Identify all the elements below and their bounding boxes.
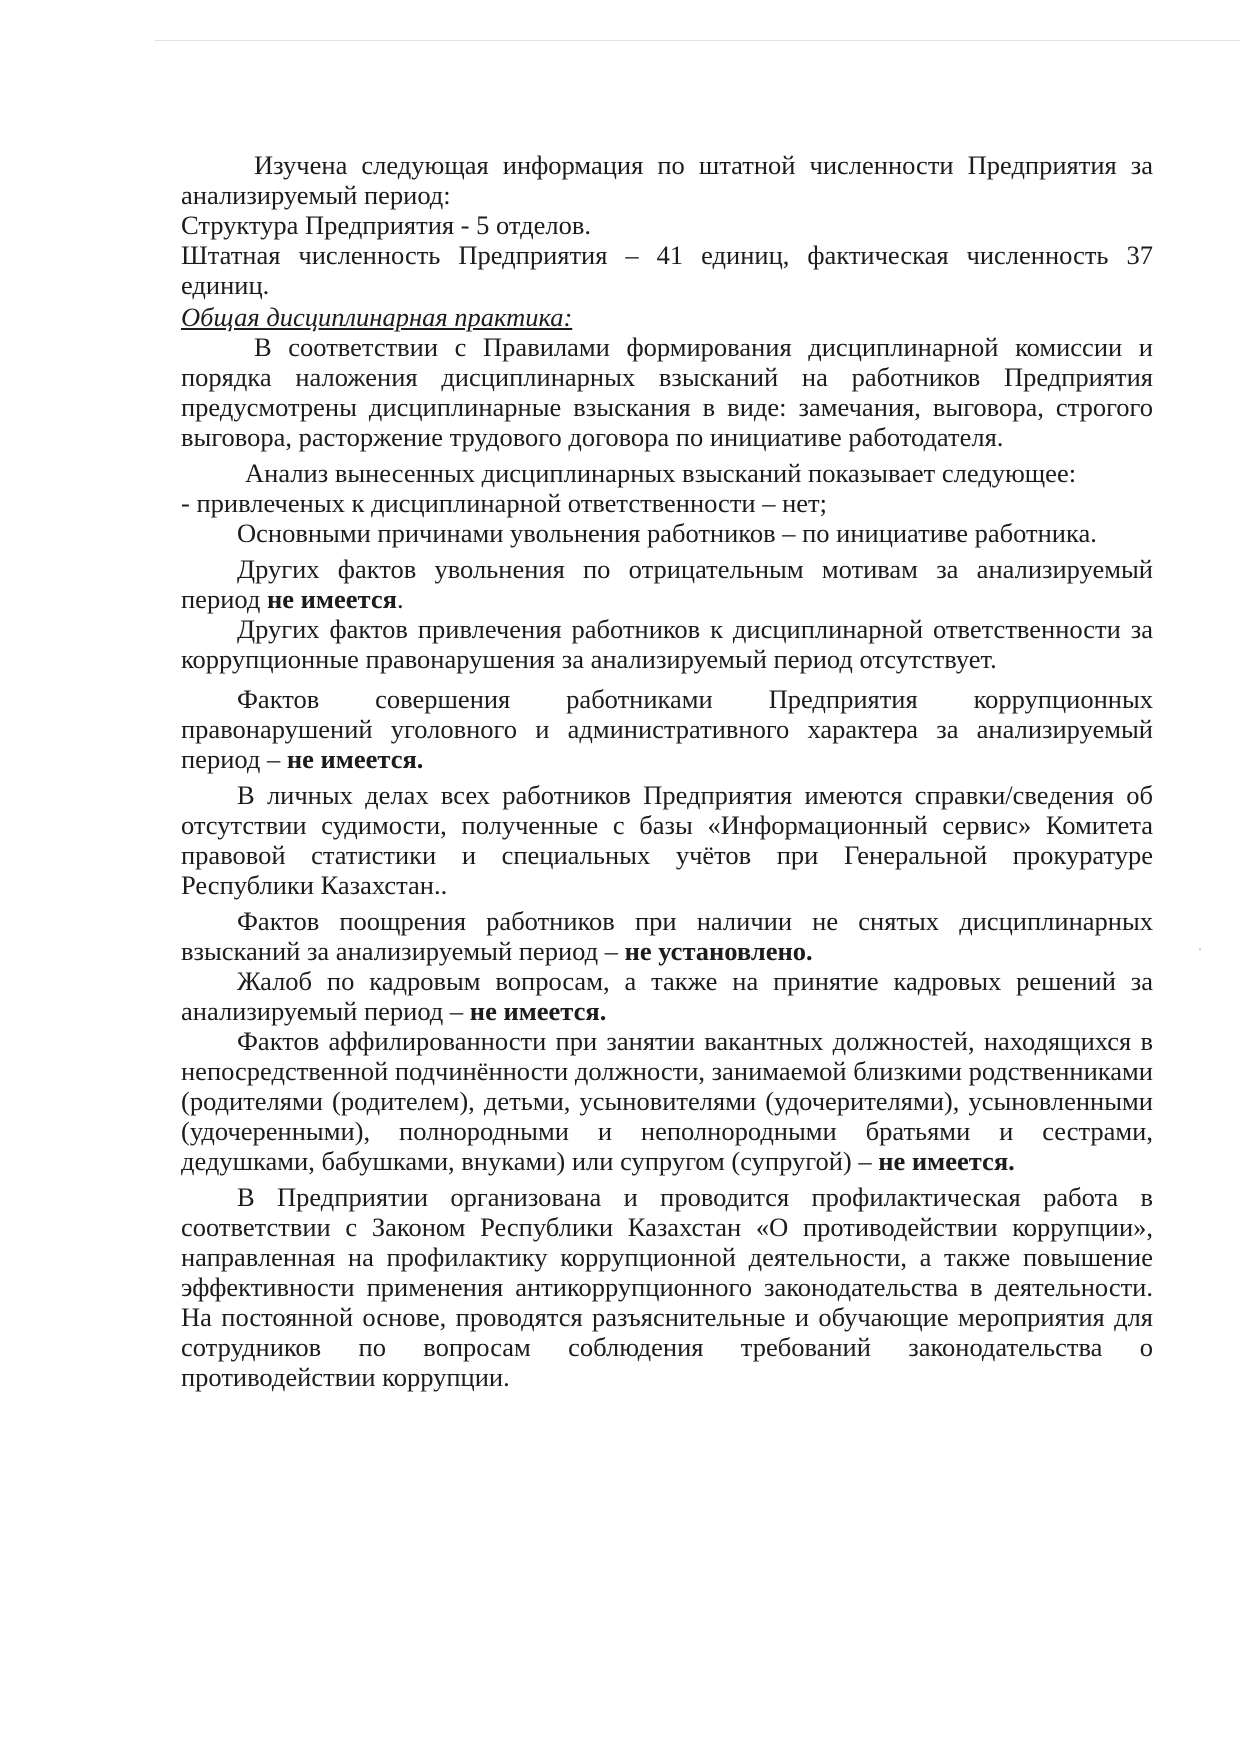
- scan-top-edge: [155, 40, 1240, 41]
- headcount-line: Штатная численность Предприятия – 41 единиц, фактическая численность 37 единиц.: [181, 240, 1153, 300]
- rewards-paragraph: [181, 906, 1153, 966]
- complaints-text: Жалоб по кадровым вопросам, а также на принятие кадровых решений за анализируемый период –: [181, 966, 1153, 1026]
- prevention-paragraph: В Предприятии организована и проводится профилактическая работа в соответствии с Законом Республики Казахстан «О противодействии коррупции», направленная на профилактику коррупционной деятельности, а также повышение эффективности применения антикоррупционного законодательства в деятельности. На постоянной основе, проводятся разъяснительные и обучающие мероприятия для сотрудников по вопросам соблюдения требований законодательства о противодействии коррупции.: [181, 1182, 1153, 1392]
- structure-line: Структура Предприятия - 5 отделов.: [181, 210, 591, 240]
- corruption-offences-bold: не имеется.: [286, 744, 424, 774]
- section-heading: Общая дисциплинарная практика:: [181, 302, 573, 332]
- corruption-offences-text: Фактов совершения работниками Предприятия коррупционных правонарушений уголовного и административного характера за анализируемый период –: [181, 684, 1153, 774]
- other-dismissal-end: .: [396, 584, 404, 614]
- involved-line: - привлеченых к дисциплинарной ответственности – нет;: [181, 488, 827, 518]
- dismissal-reasons-paragraph: Основными причинами увольнения работников – по инициативе работника.: [237, 518, 1097, 548]
- affiliation-paragraph: [181, 1026, 1153, 1176]
- rewards-text: Фактов поощрения работников при наличии не снятых дисциплинарных взысканий за анализируемый период –: [181, 906, 1153, 966]
- rewards-bold: не установлено.: [624, 936, 813, 966]
- corruption-liability-paragraph: Других фактов привлечения работников к дисциплинарной ответственности за коррупционные правонарушения за анализируемый период отсутствует.: [181, 614, 1153, 674]
- other-dismissal-bold: не имеется: [266, 584, 397, 614]
- other-dismissal-paragraph: [181, 554, 1153, 614]
- rules-paragraph: В соответствии с Правилами формирования дисциплинарной комиссии и порядка наложения дисциплинарных взысканий на работников Предприятия предусмотрены дисциплинарные взыскания в виде: замечания, выговора, строгого выговора, расторжение трудового договора по инициативе работодателя.: [181, 332, 1153, 452]
- complaints-paragraph: [181, 966, 1153, 1026]
- other-dismissal-text: Других фактов увольнения по отрицательным мотивам за анализируемый период: [181, 554, 1153, 614]
- analysis-intro-paragraph: Анализ вынесенных дисциплинарных взысканий показывает следующее:: [245, 458, 1077, 488]
- scan-speck: ˙: [1197, 947, 1203, 961]
- complaints-bold: не имеется.: [469, 996, 607, 1026]
- document-body: [181, 150, 1153, 1392]
- staff-intro-paragraph: Изучена следующая информация по штатной численности Предприятия за анализируемый период:: [181, 150, 1153, 210]
- affiliation-text: Фактов аффилированности при занятии вакантных должностей, находящихся в непосредственной подчинённости должности, занимаемой близкими родственниками (родителями (родителем), детьми, усыновителями (удочерителями), усыновленными (удочеренными), полнородными и неполнородными братьями и сестрами, дедушками, бабушками, внуками) или супругом (супругой) –: [181, 1026, 1153, 1176]
- personal-files-paragraph: В личных делах всех работников Предприятия имеются справки/сведения об отсутствии судимости, полученные с базы «Информационный сервис» Комитета правовой статистики и специальных учётов при Генеральной прокуратуре Республики Казахстан..: [181, 780, 1153, 900]
- affiliation-bold: не имеется.: [878, 1146, 1015, 1176]
- corruption-offences-paragraph: [181, 684, 1153, 774]
